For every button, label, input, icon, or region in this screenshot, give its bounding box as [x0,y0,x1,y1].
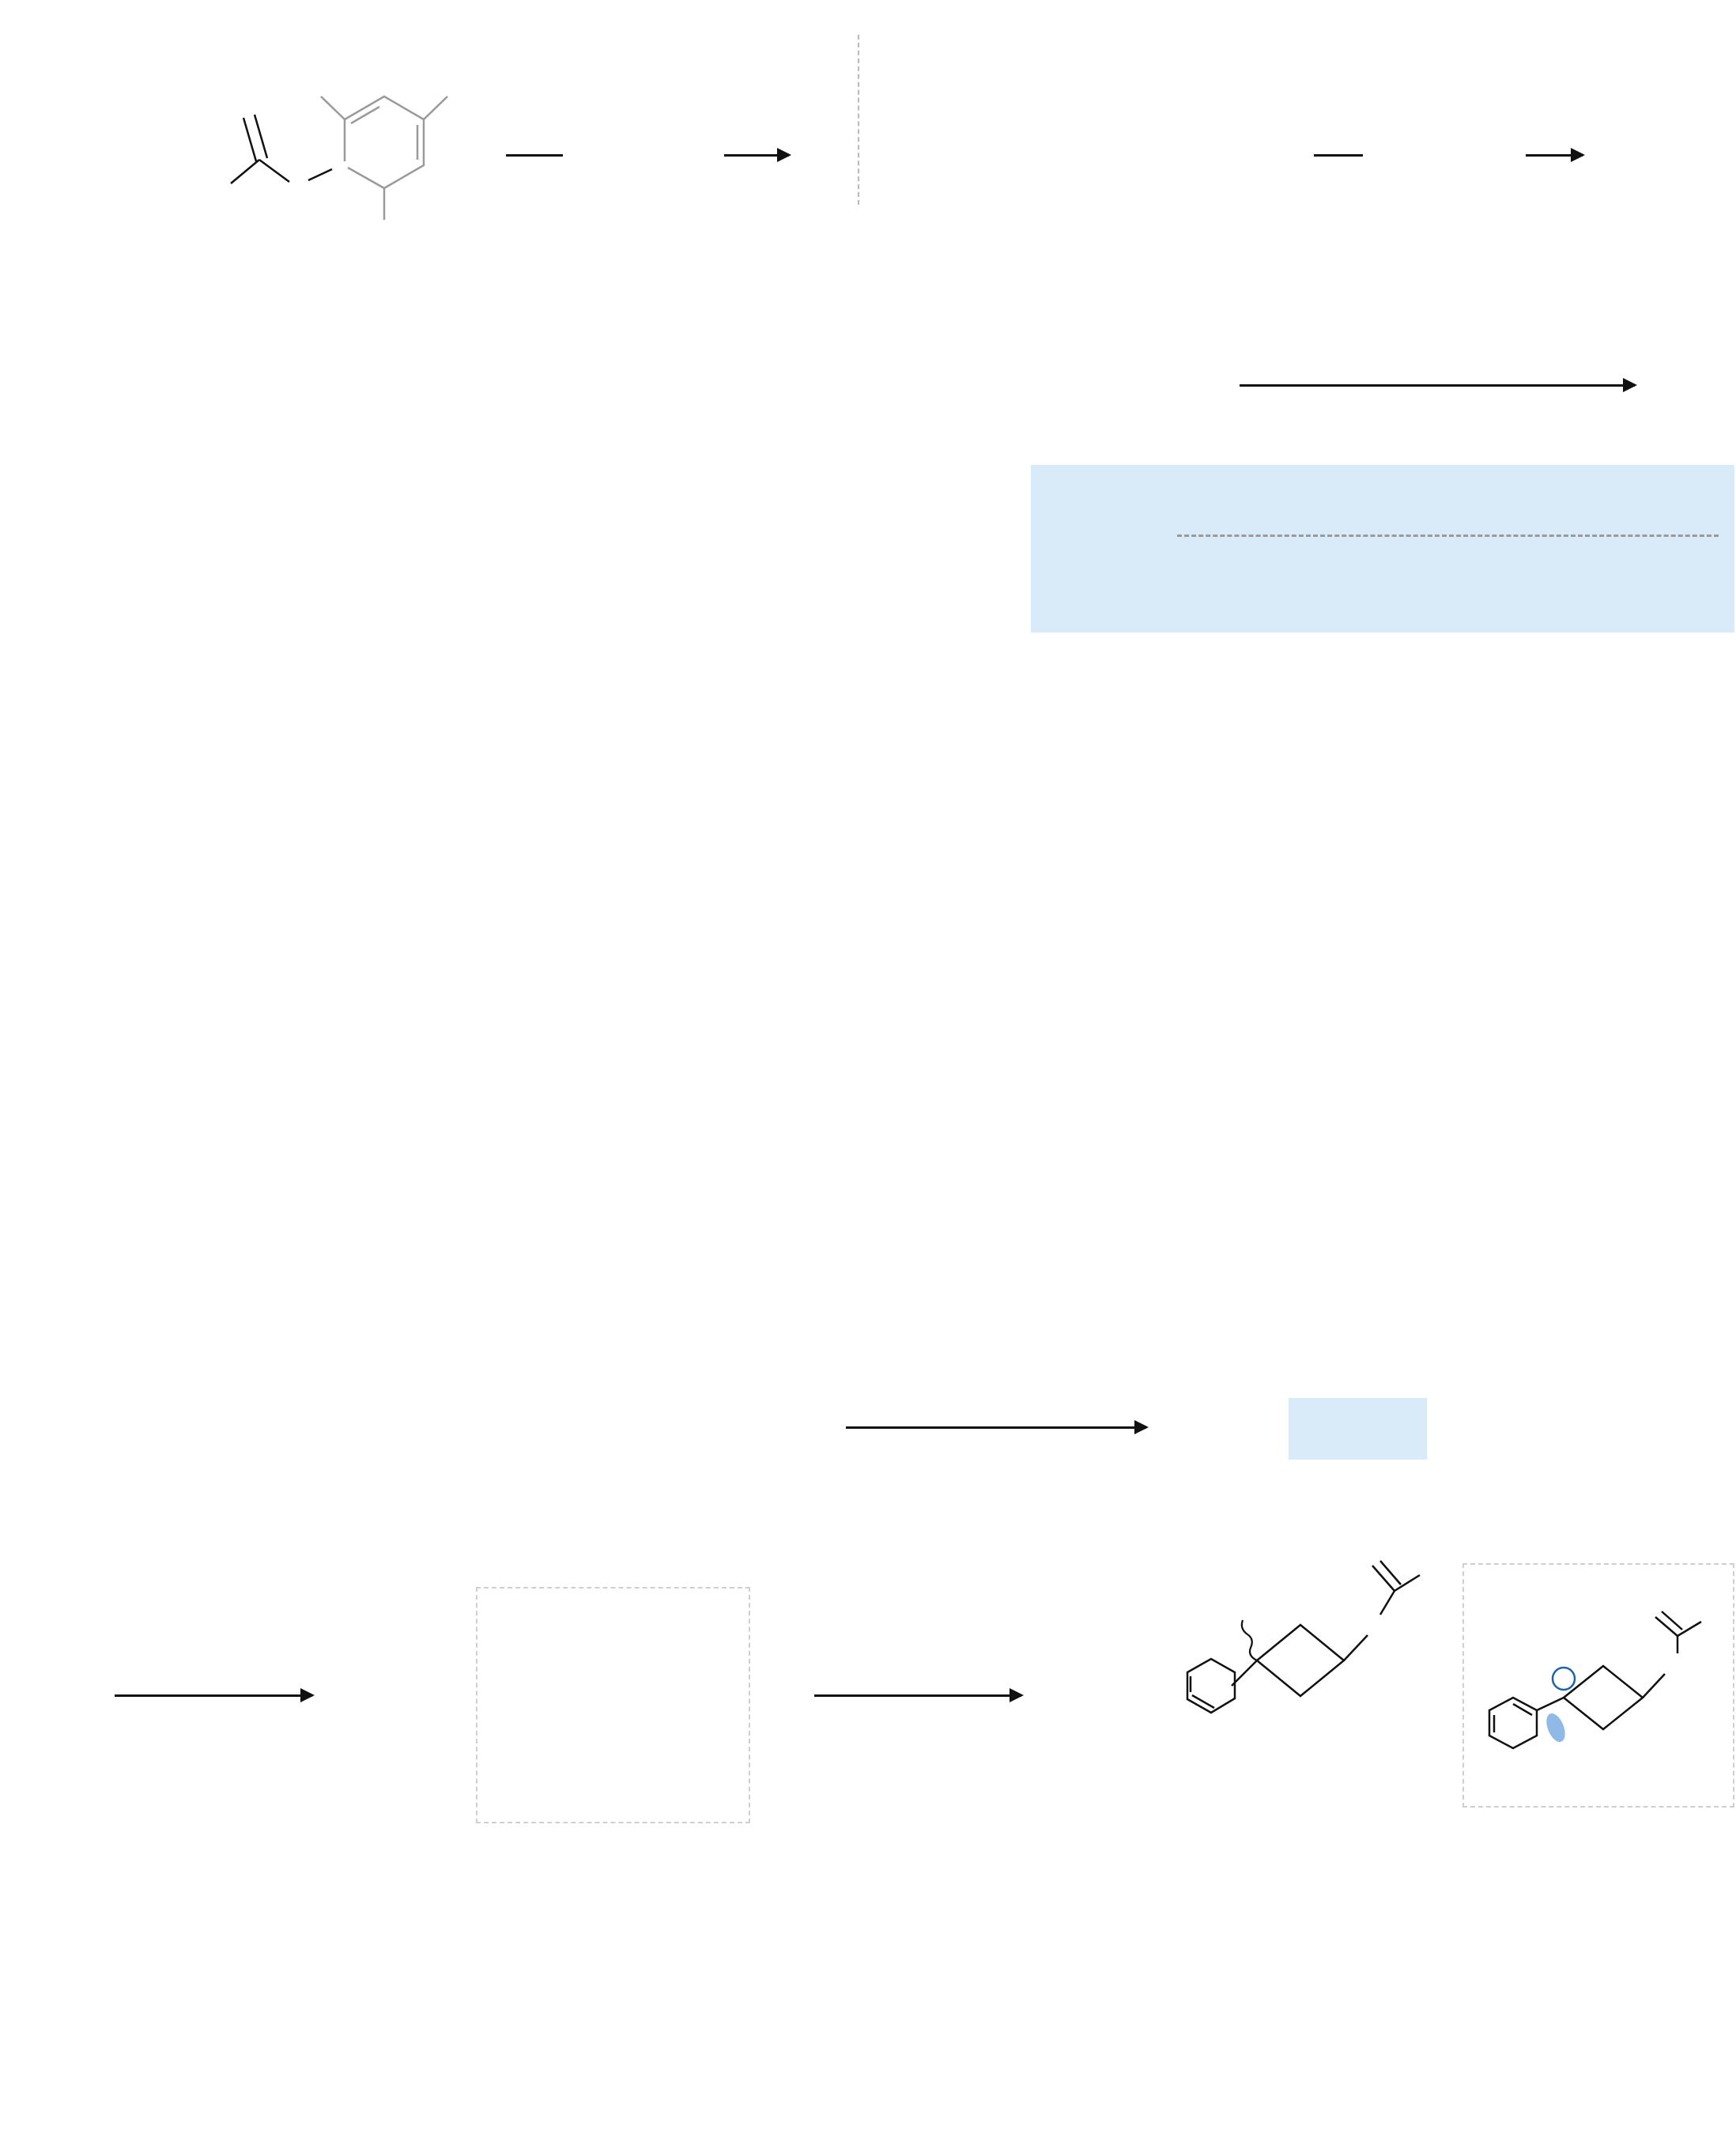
hrms-note-box [476,1587,750,1823]
panel-a-divider [858,35,859,205]
panel-d-uvvis [12,909,597,1400]
reaction-arrow [846,1426,1146,1429]
panel-e-cv [601,909,1170,1400]
reaction-arrow [115,1694,312,1697]
ylide-2dprime-structure [158,43,498,250]
reaction-arrow [724,154,789,157]
compound-17-structure [1470,1596,1727,1778]
cv-chart [605,955,1166,1386]
stern-volmer-chart [1174,955,1736,1418]
reaction-arrow [1526,154,1583,157]
reaction-line [506,154,563,157]
table-header-box [1031,465,1734,633]
reaction-line [1314,154,1363,157]
panel-b-nmr [24,261,1012,886]
nmr-spectra-plot [59,316,976,822]
panel-i-cation-trapping [751,1498,1736,1830]
reaction-arrow [814,1694,1021,1697]
via-box [1462,1563,1734,1808]
compound-16-structure [1170,1526,1439,1787]
header-divider [1177,535,1719,537]
panel-f-stern-volmer [1174,909,1736,1415]
panel-g-quantum-yield [213,1398,1542,1485]
panel-a-left-scheme [32,43,858,248]
panel-h-radical-trapping [32,1498,747,1830]
uvvis-chart [20,955,589,1386]
panel-c-direct-excitation [1025,261,1736,886]
quantum-yield-value [1289,1398,1427,1460]
panel-a-right-scheme [870,43,1736,248]
reaction-arrow [1240,384,1635,387]
panel-a [32,11,1736,248]
